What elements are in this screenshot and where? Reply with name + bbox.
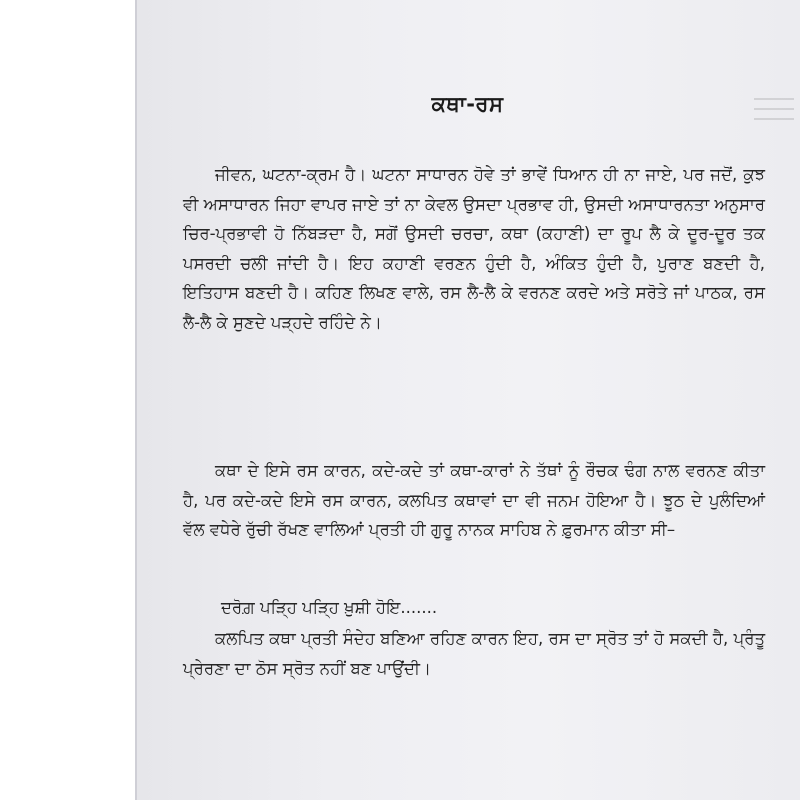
paragraph-2: ਕਥਾ ਦੇ ਇਸੇ ਰਸ ਕਾਰਨ, ਕਦੇ-ਕਦੇ ਤਾਂ ਕਥਾ-ਕਾਰਾਂ ਨੇ ਤੱਥਾਂ ਨੂੰ ਰੌਚਕ ਢੰਗ ਨਾਲ ਵਰਨਣ ਕੀਤਾ ਹੈ, ਪਰ ਕਦੇ-ਕਦੇ ਇਸੇ ਰਸ ਕਾਰਨ, ਕਲਪਿਤ ਕਥਾਵਾਂ ਦਾ ਵੀ ਜਨਮ ਹੋਇਆ ਹੈ। ਝੂਠ ਦੇ ਪੁਲੰਦਿਆਂ ਵੱਲ ਵਧੇਰੇ ਰੁੱਚੀ ਰੱਖਣ ਵਾਲਿਆਂ ਪ੍ਰਤੀ ਹੀ ਗੁਰੂ ਨਾਨਕ ਸਾਹਿਬ ਨੇ ਫ਼ੁਰਮਾਨ ਕੀਤਾ ਸੀ– (183, 461, 765, 540)
paragraph-1: ਜੀਵਨ, ਘਟਨਾ-ਕ੍ਰਮ ਹੈ। ਘਟਨਾ ਸਾਧਾਰਨ ਹੋਵੇ ਤਾਂ ਭਾਵੇਂ ਧਿਆਨ ਹੀ ਨਾ ਜਾਏ, ਪਰ ਜਦੋਂ, ਕੁਝ ਵੀ ਅਸਾਧਾਰਨ ਜਿਹਾ ਵਾਪਰ ਜਾਏ ਤਾਂ ਨਾ ਕੇਵਲ ਉਸਦਾ ਪ੍ਰਭਾਵ ਹੀ, ਉਸਦੀ ਅਸਾਧਾਰਨਤਾ ਅਨੁਸਾਰ ਚਿਰ-ਪ੍ਰਭਾਵੀ ਹੋ ਨਿੱਬੜਦਾ ਹੈ, ਸਗੋਂ ਉਸਦੀ ਚਰਚਾ, ਕਥਾ (ਕਹਾਣੀ) ਦਾ ਰੂਪ ਲੈ ਕੇ ਦੂਰ-ਦੂਰ ਤਕ ਪਸਰਦੀ ਚਲੀ ਜਾਂਦੀ ਹੈ। ਇਹ ਕਹਾਣੀ ਵਰਣਨ ਹੁੰਦੀ ਹੈ, ਅੰਕਿਤ ਹੁੰਦੀ ਹੈ, ਪੁਰਾਣ ਬਣਦੀ ਹੈ, ਇਤਿਹਾਸ ਬਣਦੀ ਹੈ। ਕਹਿਣ ਲਿਖਣ ਵਾਲੇ, ਰਸ ਲੈ-ਲੈ ਕੇ ਵਰਨਣ ਕਰਦੇ ਅਤੇ ਸਰੋਤੇ ਜਾਂ ਪਾਠਕ, ਰਸ ਲੈ-ਲੈ ਕੇ ਸੁਣਦੇ ਪੜ੍ਹਦੇ ਰਹਿੰਦੇ ਨੇ। (183, 165, 765, 332)
scripture-quote: ਦਰੋਗ਼ ਪੜ੍ਹਿ ਪੜ੍ਹਿ ਖ਼ੁਸ਼ੀ ਹੋਇ....... (221, 598, 438, 617)
chapter-title: ਕਥਾ-ਰਸ (431, 92, 504, 116)
book-page (135, 0, 800, 800)
paragraph-3: ਕਲਪਿਤ ਕਥਾ ਪ੍ਰਤੀ ਸੰਦੇਹ ਬਣਿਆ ਰਹਿਣ ਕਾਰਨ ਇਹ, ਰਸ ਦਾ ਸ੍ਰੋਤ ਤਾਂ ਹੋ ਸਕਦੀ ਹੈ, ਪ੍ਰੰਤੂ ਪ੍ਰੇਰਣਾ ਦਾ ਠੋਸ ਸ੍ਰੋਤ ਨਹੀਂ ਬਣ ਪਾਉਂਦੀ। (183, 629, 765, 678)
